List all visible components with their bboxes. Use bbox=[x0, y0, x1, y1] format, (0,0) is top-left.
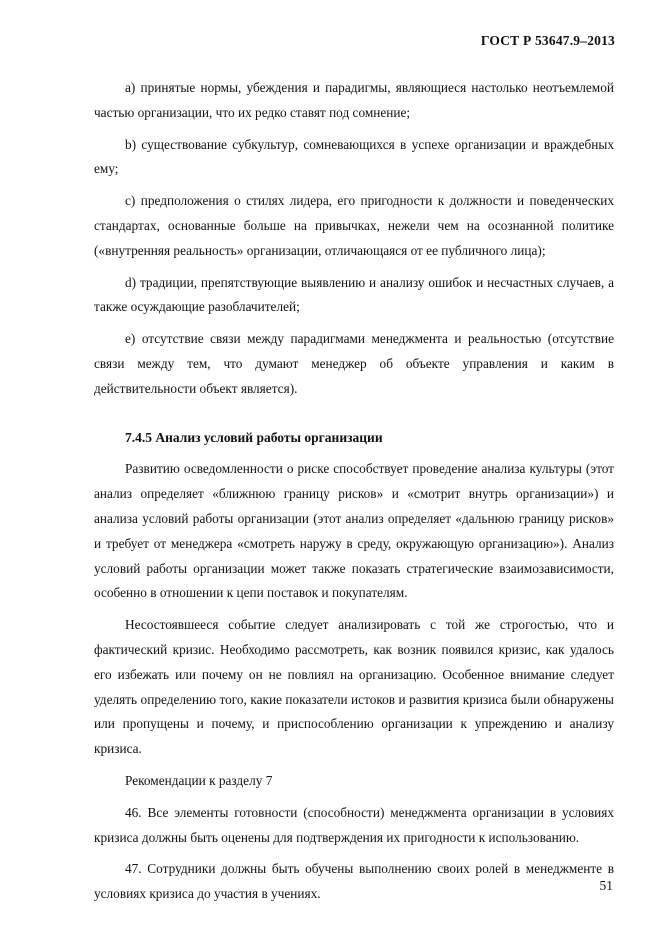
page-body bbox=[94, 76, 614, 907]
section-paragraph-2: Несостоявшееся событие следует анализировать с той же строгостью, что и фактический кризис. Необходимо рассмотреть, как возник появился кризис, как удалось его избежать или почему он не повлиял на организацию. Особенное внимание следует уделять определению того, какие показатели истоков и развития кризиса были обнаружены или пропущены и почему, и приспособлению организации к упреждению и анализу кризиса. bbox=[94, 617, 614, 757]
list-item-a: a) принятые нормы, убеждения и парадигмы, являющиеся настолько неотъемлемой частью организации, что их редко ставят под сомнение; bbox=[94, 80, 614, 120]
list-item-e: e) отсутствие связи между парадигмами менеджмента и реальностью (отсутствие связи между тем, что думают менеджер об объекте управления и каким в действительности объект является). bbox=[94, 331, 614, 396]
recommendation-47: 47. Сотрудники должны быть обучены выполнению своих ролей в менеджменте в условиях кризиса до участия в учениях. bbox=[94, 861, 614, 902]
section-paragraph-1: Развитию осведомленности о риске способствует проведение анализа культуры (этот анализ определяет «ближнюю границу рисков» и «смотрит внутрь организации») и анализа условий работы организации (этот анализ определяет «дальнюю границу рисков» и требует от менеджера «смотреть наружу в среду, окружающую организацию»). Анализ условий работы организации может также показать стратегические взаимозависимости, особенно в отношении к цепи поставок и покупателям. bbox=[94, 461, 614, 601]
recommendations-title: Рекомендации к разделу 7 bbox=[125, 772, 273, 788]
list-item-d: d) традиции, препятствующие выявлению и анализу ошибок и несчастных случаев, а также осуждающие разоблачителей; bbox=[94, 274, 614, 315]
recommendation-46: 46. Все элементы готовности (способности) менеджмента организации в условиях кризиса должны быть оценены для подтверждения их пригодности к использованию. bbox=[94, 804, 614, 845]
list-item-c: c) предположения о стилях лидера, его пригодности к должности и поведенческих стандартах, основанные больше на привычках, нежели чем на осознанной политике («внутренняя реальность» организации, отличающаяся от ее публичного лица); bbox=[94, 193, 614, 258]
document-id: ГОСТ Р 53647.9–2013 bbox=[480, 33, 615, 48]
section-heading: 7.4.5 Анализ условий работы организации bbox=[125, 429, 383, 445]
page-number: 51 bbox=[599, 878, 613, 893]
list-item-b: b) существование субкультур, сомневающихся в успехе организации и враждебных ему; bbox=[94, 136, 614, 177]
